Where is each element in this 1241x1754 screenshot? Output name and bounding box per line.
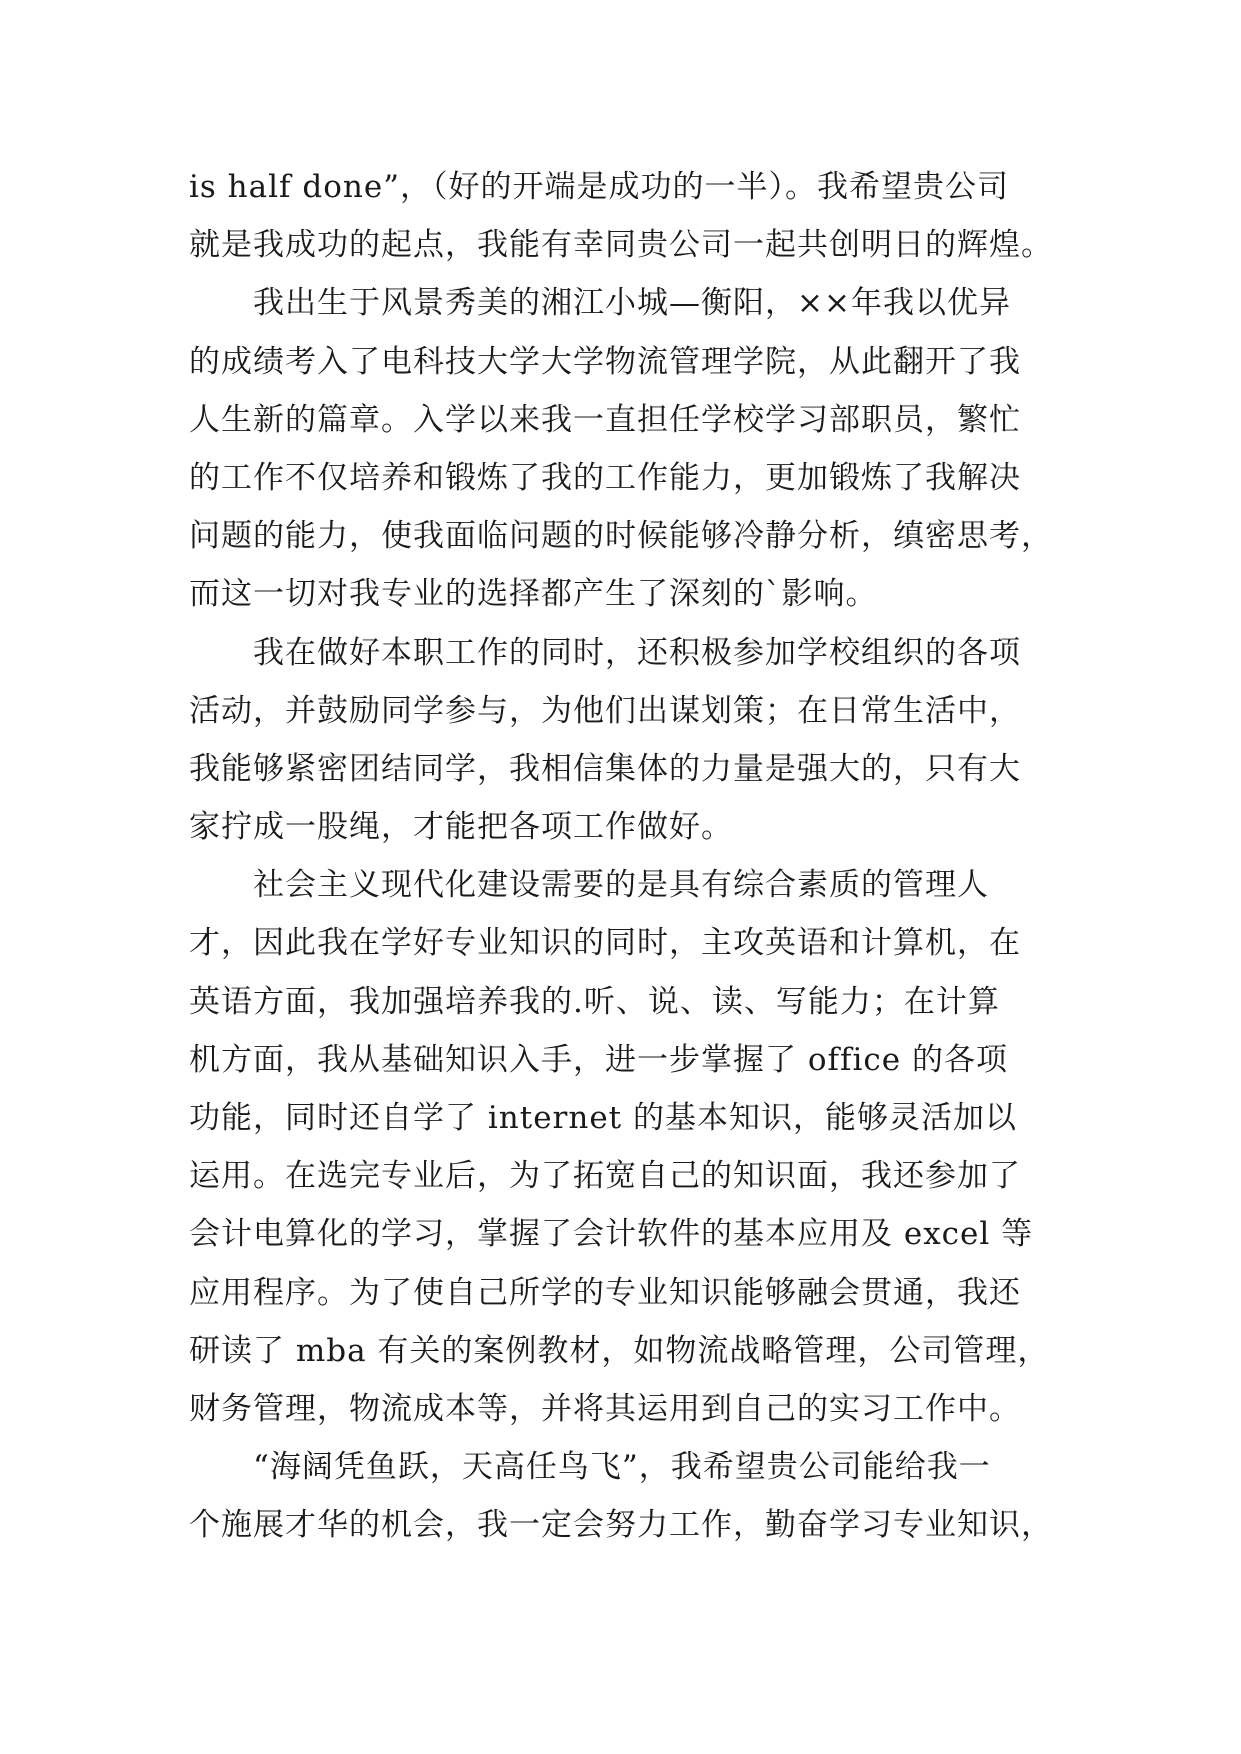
paragraph-start-line: 我在做好本职工作的同时，还积极参加学校组织的各项	[253, 634, 1021, 671]
text-line: 个施展才华的机会，我一定会努力工作，勤奋学习专业知识，	[189, 1507, 1053, 1544]
body-text	[189, 158, 1089, 1555]
text-line: 机方面，我从基础知识入手，进一步掌握了 office 的各项	[189, 1041, 1008, 1078]
text-line: 而这一切对我专业的选择都产生了深刻的`影响。	[189, 576, 878, 613]
text-line: 的成绩考入了电科技大学大学物流管理学院，从此翻开了我	[189, 343, 1021, 380]
text-line: 问题的能力，使我面临问题的时候能够冷静分析，缜密思考，	[189, 518, 1053, 555]
text-line: 才，因此我在学好专业知识的同时，主攻英语和计算机，在	[189, 925, 1021, 962]
text-line: 运用。在选完专业后，为了拓宽自己的知识面，我还参加了	[189, 1158, 1021, 1195]
paragraph-start-line: 社会主义现代化建设需要的是具有综合素质的管理人	[253, 867, 989, 904]
text-line: 功能，同时还自学了 internet 的基本知识，能够灵活加以	[189, 1100, 1017, 1136]
paragraph-start-line: “海阔凭鱼跃，天高任鸟飞”，我希望贵公司能给我一	[253, 1449, 991, 1486]
text-line: 应用程序。为了使自己所学的专业知识能够融会贯通，我还	[189, 1274, 1021, 1311]
text-line: 研读了 mba 有关的案例教材，如物流战略管理，公司管理，	[189, 1332, 1050, 1369]
text-line: 会计电算化的学习，掌握了会计软件的基本应用及 excel 等	[189, 1216, 1034, 1253]
paragraph-start-line: 我出生于风景秀美的湘江小城—衡阳，××年我以优异	[253, 285, 1011, 322]
text-line: 的工作不仅培养和锻炼了我的工作能力，更加锻炼了我解决	[189, 459, 1021, 496]
text-line: 我能够紧密团结同学，我相信集体的力量是强大的，只有大	[189, 750, 1021, 787]
text-line: is half done”，（好的开端是成功的一半）。我希望贵公司	[189, 169, 1010, 205]
text-line: 家拧成一股绳，才能把各项工作做好。	[189, 809, 733, 846]
text-line: 人生新的篇章。入学以来我一直担任学校学习部职员，繁忙	[189, 401, 1021, 438]
text-line: 活动，并鼓励同学参与，为他们出谋划策；在日常生活中，	[189, 692, 1021, 729]
text-line: 就是我成功的起点，我能有幸同贵公司一起共创明日的辉煌。	[189, 227, 1053, 264]
text-line: 财务管理，物流成本等，并将其运用到自己的实习工作中。	[189, 1390, 1021, 1427]
text-line: 英语方面，我加强培养我的.听、说、读、写能力；在计算	[189, 983, 1000, 1020]
